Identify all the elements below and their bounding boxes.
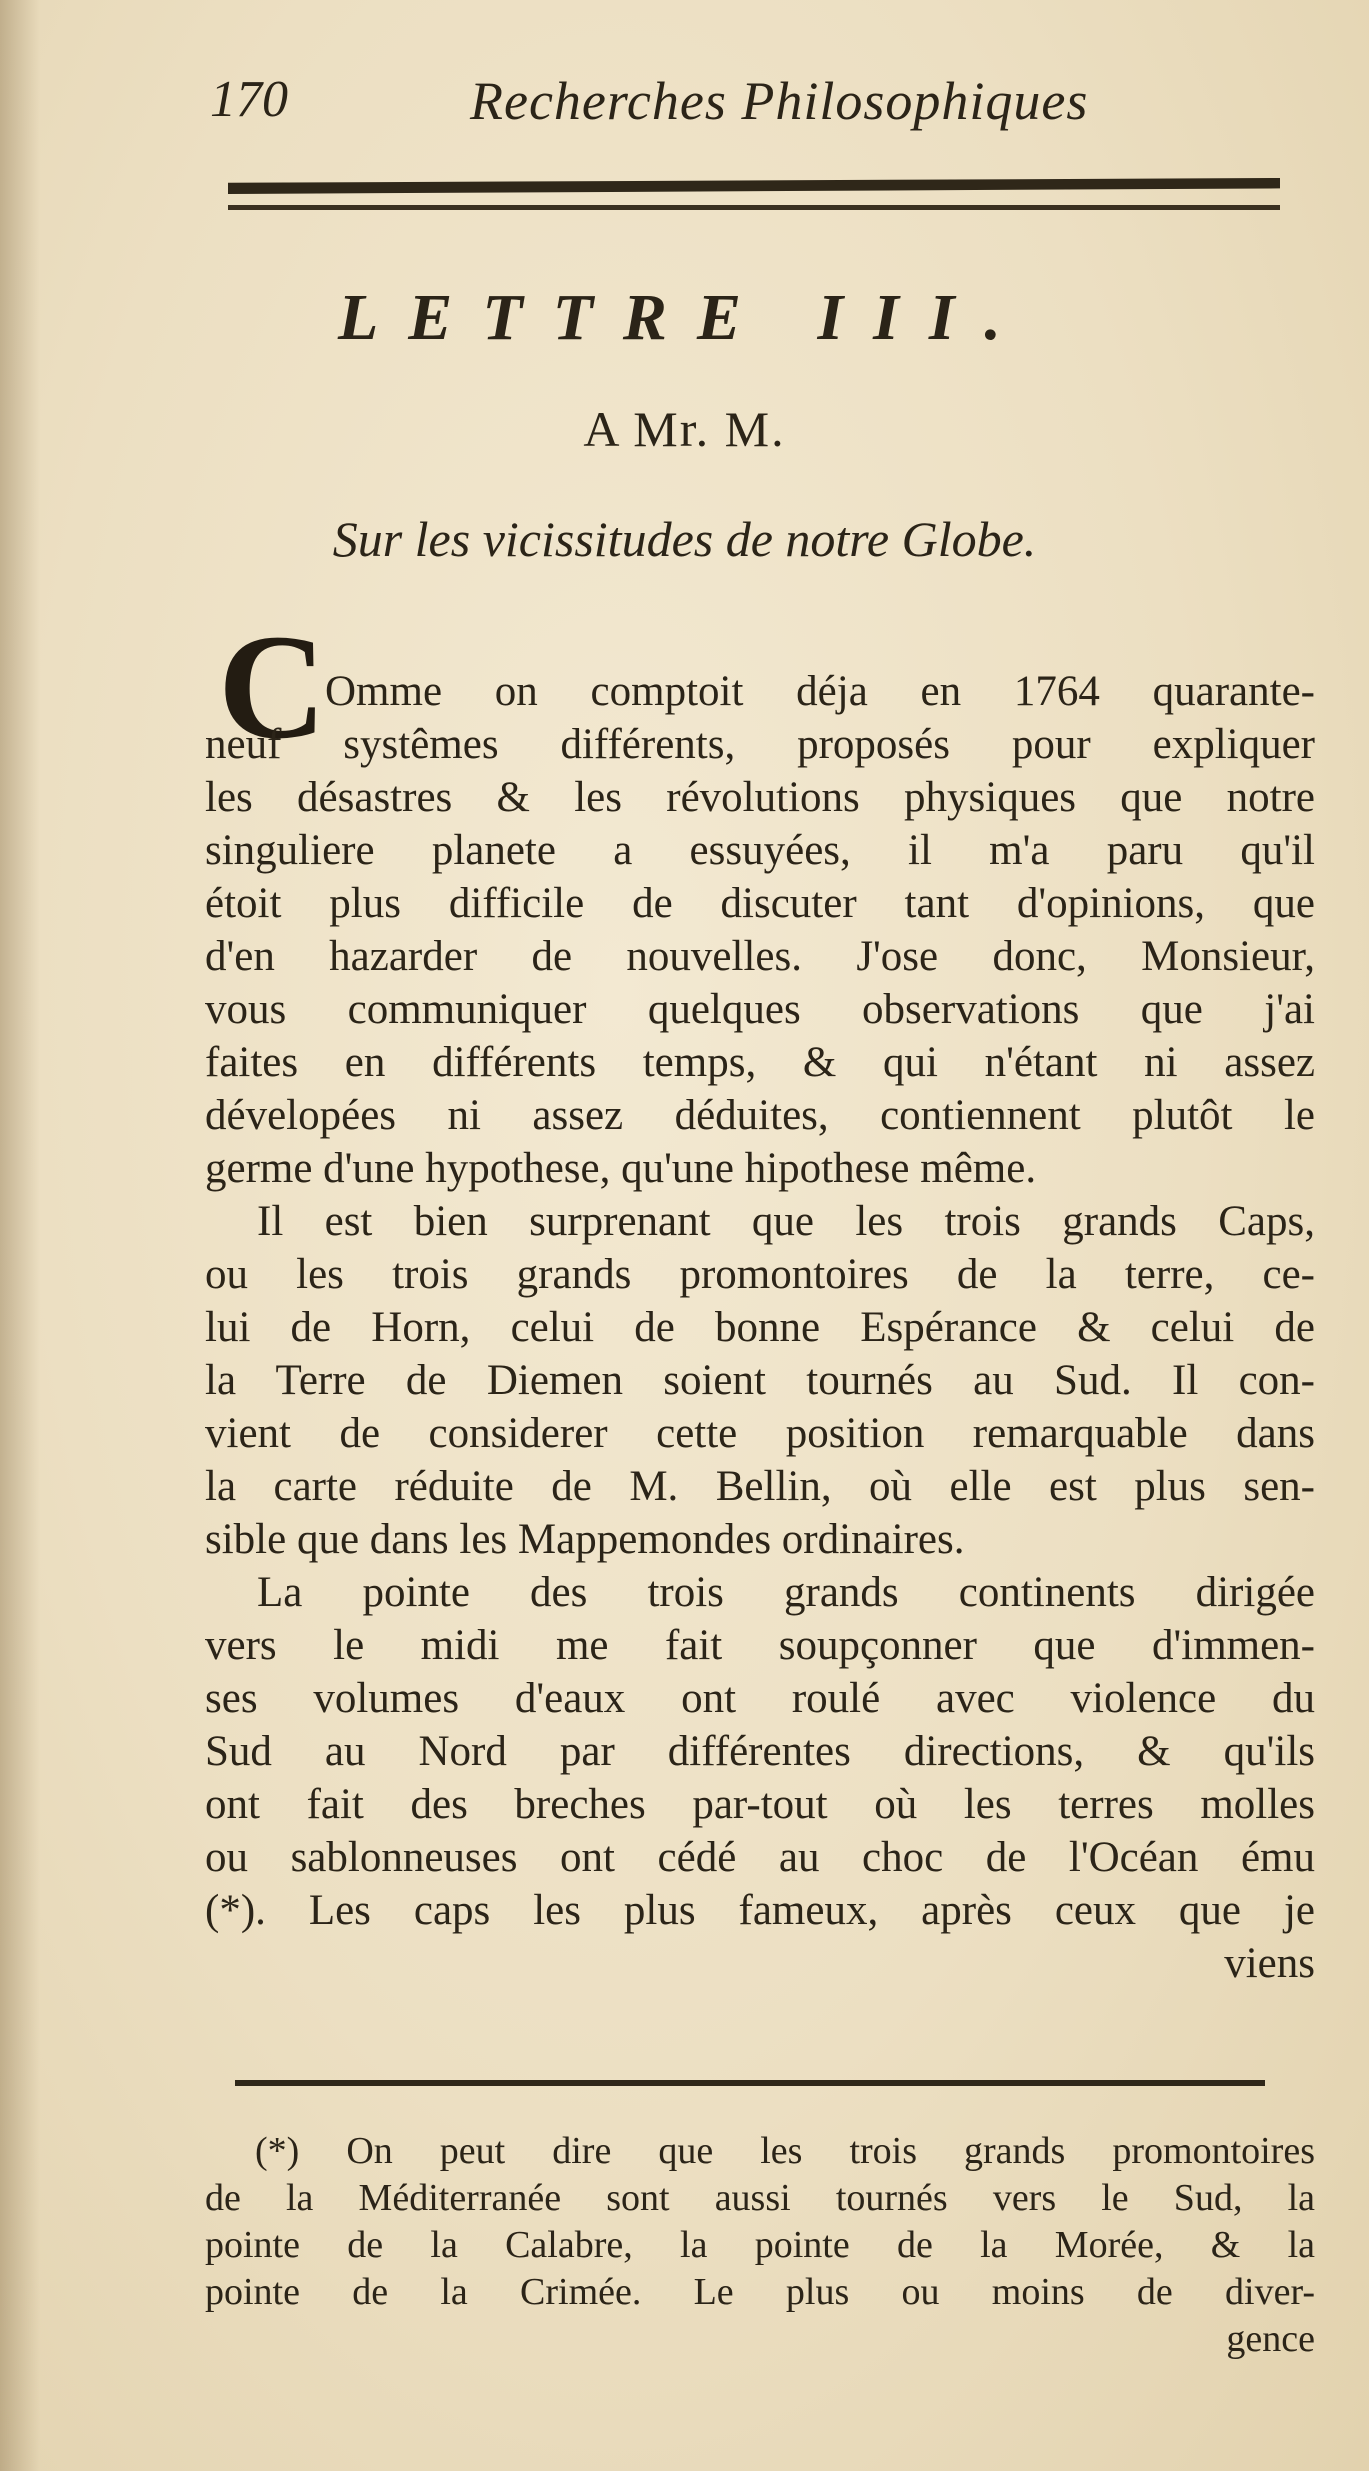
running-head: Recherches Philosophiques (470, 71, 1089, 131)
text-line: Il est bien surprenant que les trois grands Caps, (257, 1198, 1315, 1245)
text-line: Sud au Nord par différentes directions, & qu'ils (205, 1728, 1315, 1775)
page-gutter-shadow (0, 0, 40, 2471)
footnote-line: (*) On peut dire que les trois grands promontoires (255, 2130, 1315, 2172)
text-line: vous communiquer quelques observations que j'ai (205, 986, 1315, 1033)
text-line: vers le midi me fait soupçonner que d'immen- (205, 1622, 1315, 1669)
text-line: ou sablonneuses ont cédé au choc de l'Océan ému (205, 1834, 1315, 1881)
text-line: dévelopées ni assez déduites, contiennent plutôt le (205, 1092, 1315, 1139)
page-header (210, 70, 1310, 150)
footnote-line: pointe de la Calabre, la pointe de la Morée, & la (205, 2224, 1315, 2266)
footnote-line: pointe de la Crimée. Le plus ou moins de diver- (205, 2271, 1315, 2313)
header-rule-thin (228, 205, 1280, 210)
text-line: ses volumes d'eaux ont roulé avec violence du (205, 1675, 1315, 1722)
footnote-rule (235, 2080, 1265, 2086)
text-line: d'en hazarder de nouvelles. J'ose donc, Monsieur, (205, 933, 1315, 980)
page-number: 170 (210, 71, 288, 128)
text-line: étoit plus difficile de discuter tant d'opinions, que (205, 880, 1315, 927)
text-line: lui de Horn, celui de bonne Espérance & celui de (205, 1304, 1315, 1351)
drop-cap: C (218, 604, 327, 770)
letter-addressee: A Mr. M. (583, 401, 786, 457)
text-line: La pointe des trois grands continents dirigée (257, 1569, 1315, 1616)
text-line: la Terre de Diemen soient tournés au Sud. Il con- (205, 1357, 1315, 1404)
footnote (205, 2128, 1315, 2363)
text-line: sible que dans les Mappemondes ordinaires. (205, 1516, 965, 1563)
letter-title: LETTRE III. (337, 281, 1032, 354)
text-line: faites en différents temps, & qui n'étant ni assez (205, 1039, 1315, 1086)
text-line: neuf systêmes différents, proposés pour expliquer (205, 721, 1315, 768)
catchword: viens (1224, 1940, 1315, 1987)
letter-subject: Sur les vicissitudes de notre Globe. (332, 511, 1037, 567)
text-line: ou les trois grands promontoires de la terre, ce- (205, 1251, 1315, 1298)
text-line: vient de considerer cette position remarquable dans (205, 1410, 1315, 1457)
footnote-line: de la Méditerranée sont aussi tournés vers le Sud, la (205, 2177, 1315, 2219)
header-rule (228, 178, 1280, 194)
main-text (205, 665, 1315, 1990)
text-line: Omme on comptoit déja en 1764 quarante- (325, 668, 1315, 715)
footnote-catchword: gence (1226, 2318, 1315, 2360)
text-line: (*). Les caps les plus fameux, après ceux que je (205, 1887, 1315, 1934)
text-line: ont fait des breches par-tout où les terres molles (205, 1781, 1315, 1828)
text-line: germe d'une hypothese, qu'une hipothese même. (205, 1145, 1037, 1192)
text-line: la carte réduite de M. Bellin, où elle est plus sen- (205, 1463, 1315, 1510)
text-line: les désastres & les révolutions physiques que notre (205, 774, 1315, 821)
text-line: singuliere planete a essuyées, il m'a paru qu'il (205, 827, 1315, 874)
